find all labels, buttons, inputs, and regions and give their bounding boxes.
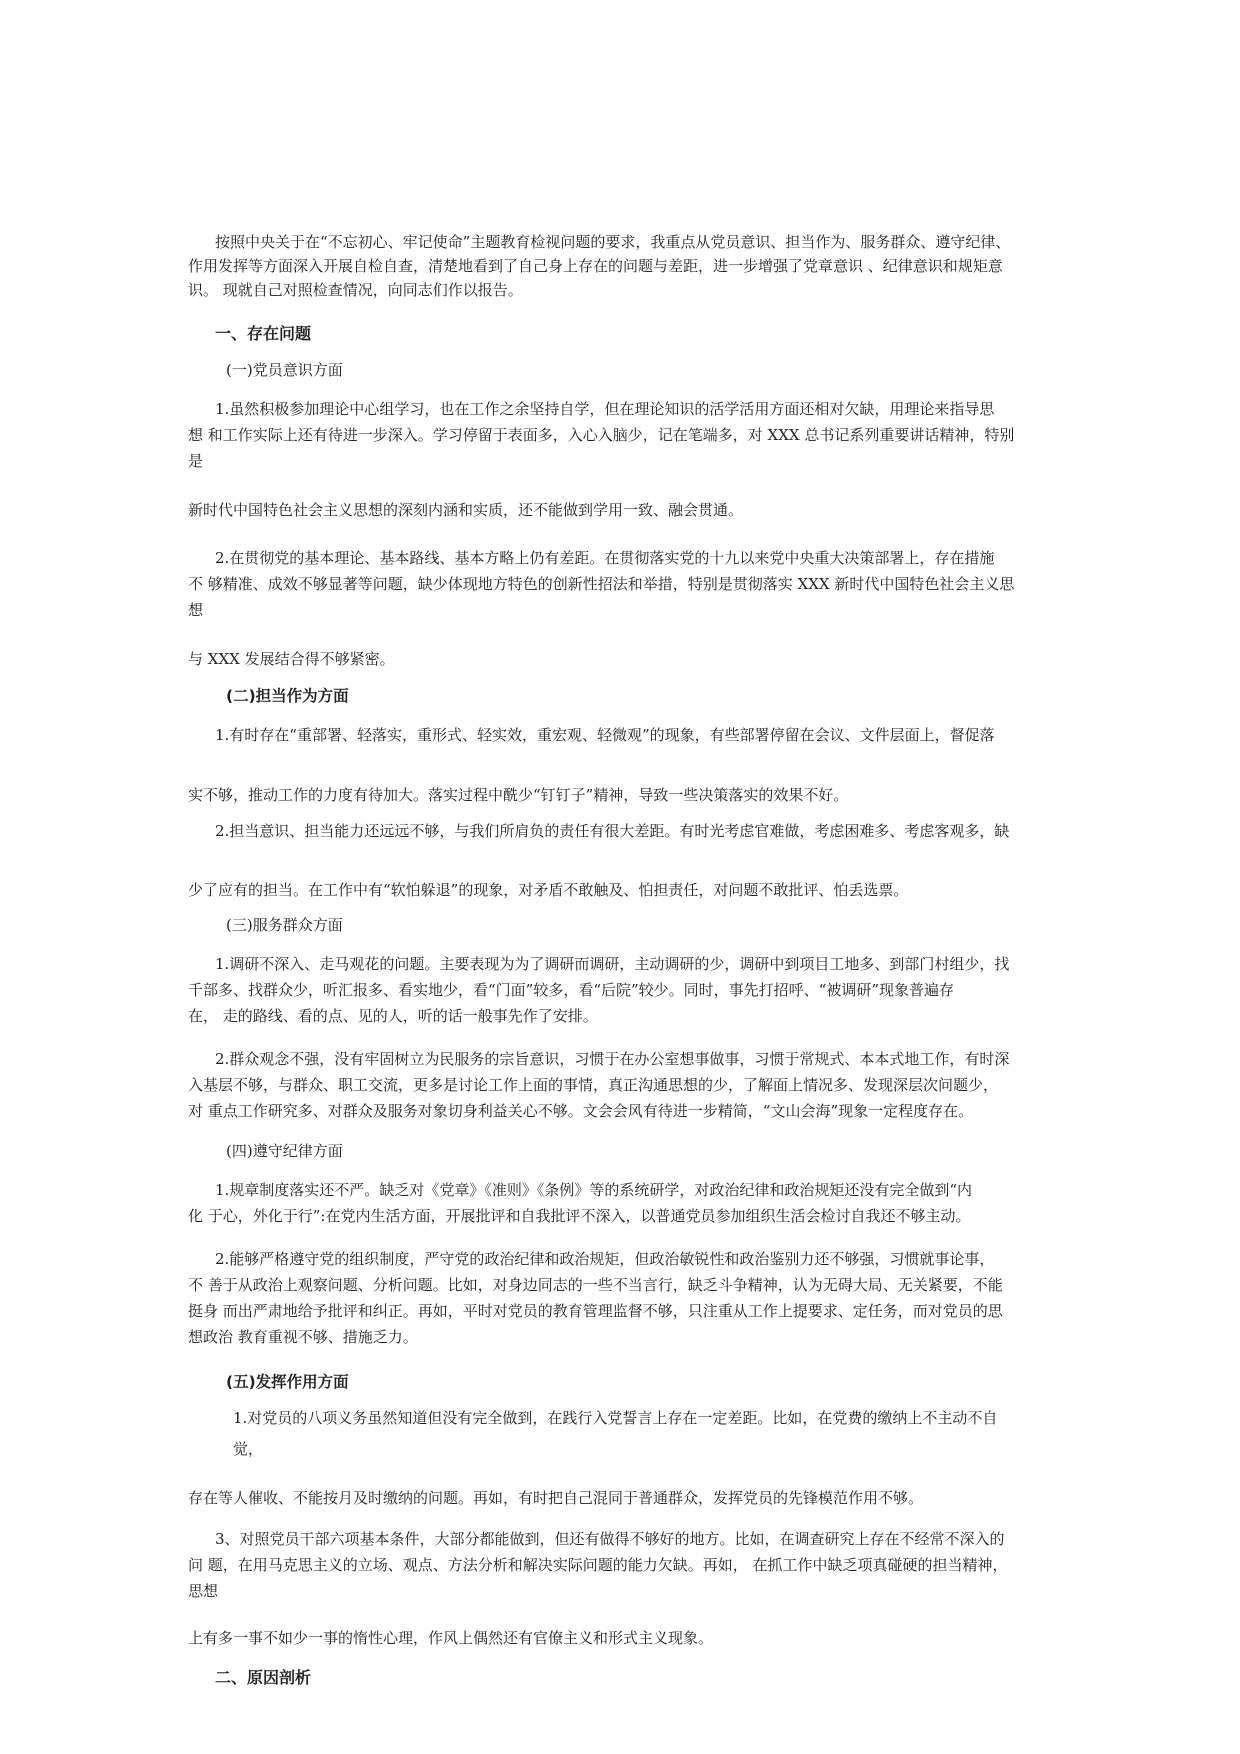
paragraph-line: 想: [188, 601, 204, 619]
paragraph-line: 2.能够严格遵守党的组织制度，严守党的政治纪律和政治规矩，但政治敏锐性和政治鉴别力还不够强，习惯就事论事，: [215, 1250, 995, 1268]
paragraph-line: 在， 走的路线、看的点、见的人，听的话一般事先作了安排。: [188, 1007, 598, 1025]
subsection-heading: (一)党员意识方面: [226, 361, 343, 379]
paragraph-line: 不 够精准、成效不够显著等问题，缺少体现地方特色的创新性招法和举措，特别是贯彻落实 XXX 新时代中国特色社会主义思: [188, 575, 1015, 593]
paragraph-line: 2.在贯彻党的基本理论、基本路线、基本方略上仍有差距。在贯彻落实党的十九以来党中央重大决策部署上，存在措施: [215, 549, 995, 567]
paragraph-line: 新时代中国特色社会主义思想的深刻内涵和实质，还不能做到学用一致、融会贯通。: [188, 501, 744, 519]
paragraph-line: 1.规章制度落实还不严。缺乏对《党章》《准则》《条例》等的系统研学，对政治纪律和政治规矩还没有完全做到“内: [215, 1181, 972, 1199]
subsection-heading: (五)发挥作用方面: [226, 1373, 349, 1391]
paragraph-line: 化 于心，外化于行”:在党内生活方面，开展批评和自我批评不深入，以普通党员参加组织生活会检讨自我还不够主动。: [188, 1207, 971, 1225]
paragraph-line: 1.有时存在“重部署、轻落实，重形式、轻实效，重宏观、轻微观”的现象，有些部署停留在会议、文件层面上，督促落: [215, 726, 995, 744]
paragraph-line: 少了应有的担当。在工作中有“软怕躲退”的现象，对矛盾不敢触及、怕担责任，对问题不敢批评、怕丢选票。: [188, 881, 909, 899]
paragraph-line: 对 重点工作研究多、对群众及服务对象切身利益关心不够。文会会风有待进一步精简，“文山会海”现象一定程度存在。: [188, 1102, 974, 1120]
paragraph-line: 挺身 而出严肃地给予批评和纠正。再如，平时对党员的教育管理监督不够，只注重从工作上提要求、定任务，而对党员的思: [188, 1302, 1003, 1320]
subsection-heading: (二)担当作为方面: [226, 687, 349, 705]
paragraph-line: 1.虽然积极参加理论中心组学习，也在工作之余坚持自学，但在理论知识的活学活用方面还相对欠缺，用理论来指导思: [215, 400, 995, 418]
paragraph-line: 2.担当意识、担当能力还远远不够，与我们所肩负的责任有很大差距。有时光考虑官难做，考虑困难多、考虑客观多，缺: [215, 822, 1010, 840]
paragraph-line: 想 和工作实际上还有待进一步深入。学习停留于表面多，入心入脑少，记在笔端多，对 XXX 总书记系列重要讲话精神，特别: [188, 426, 1015, 444]
paragraph-line: 是: [188, 452, 204, 470]
intro-line: 识。 现就自己对照检查情况，向同志们作以报告。: [188, 281, 523, 299]
subsection-heading: (三)服务群众方面: [226, 916, 343, 934]
paragraph-line: 1.对党员的八项义务虽然知道但没有完全做到，在践行入党誓言上存在一定差距。比如，在党费的缴纳上不主动不自: [233, 1409, 998, 1427]
intro-line: 作用发挥等方面深入开展自检自查，清楚地看到了自己身上存在的问题与差距，进一步增强了党章意识 、纪律意识和规矩意: [188, 257, 1003, 275]
paragraph-line: 问 题，在用马克思主义的立场、观点、方法分析和解决实际问题的能力欠缺。再如， 在抓工作中缺乏项真碰硬的担当精神，: [188, 1556, 1008, 1574]
paragraph-line: 不 善于从政治上观察问题、分析问题。比如，对身边同志的一些不当言行，缺乏斗争精神，认为无碍大局、无关紧要，不能: [188, 1276, 1003, 1294]
paragraph-line: 上有多一事不如少一事的惰性心理，作风上偶然还有官僚主义和形式主义现象。: [188, 1629, 714, 1647]
paragraph-line: 觉，: [233, 1440, 264, 1458]
paragraph-line: 思想: [188, 1582, 219, 1600]
paragraph-line: 存在等人催收、不能按月及时缴纳的问题。再如，有时把自己混同于普通群众，发挥党员的先锋模范作用不够。: [188, 1489, 924, 1507]
paragraph-line: 想政治 教育重视不够、措施乏力。: [188, 1328, 418, 1346]
paragraph-line: 千部多、找群众少，听汇报多、看实地少，看“门面”较多，看“后院”较少。同时，事先打招呼、“被调研”现象普遍存: [188, 981, 955, 999]
paragraph-line: 2.群众观念不强，没有牢固树立为民服务的宗旨意识，习惯于在办公室想事做事，习惯于常规式、本本式地工作，有时深: [215, 1050, 1010, 1068]
section-heading: 一、存在问题: [215, 324, 312, 343]
paragraph-line: 与 XXX 发展结合得不够紧密。: [188, 650, 395, 668]
section-heading: 二、原因剖析: [215, 1668, 312, 1687]
paragraph-line: 3、对照党员干部六项基本条件，大部分都能做到，但还有做得不够好的地方。比如，在调查研究上存在不经常不深入的: [215, 1530, 1005, 1548]
paragraph-line: 实不够，推动工作的力度有待加大。落实过程中酰少“钉钉子”精神，导致一些决策落实的效果不好。: [188, 786, 849, 804]
intro-line: 按照中央关于在“不忘初心、牢记使命”主题教育检视问题的要求，我重点从党员意识、担当作为、服务群众、遵守纪律、: [215, 233, 1011, 251]
subsection-heading: (四)遵守纪律方面: [226, 1142, 343, 1160]
paragraph-line: 1.调研不深入、走马观花的问题。主要表现为为了调研而调研，主动调研的少，调研中到项目工地多、到部门村组少，找: [215, 955, 1010, 973]
paragraph-line: 入基层不够，与群众、职工交流，更多是讨论工作上面的事情，真正沟通思想的少，了解面上情况多、发现深层次问题少，: [188, 1076, 999, 1094]
